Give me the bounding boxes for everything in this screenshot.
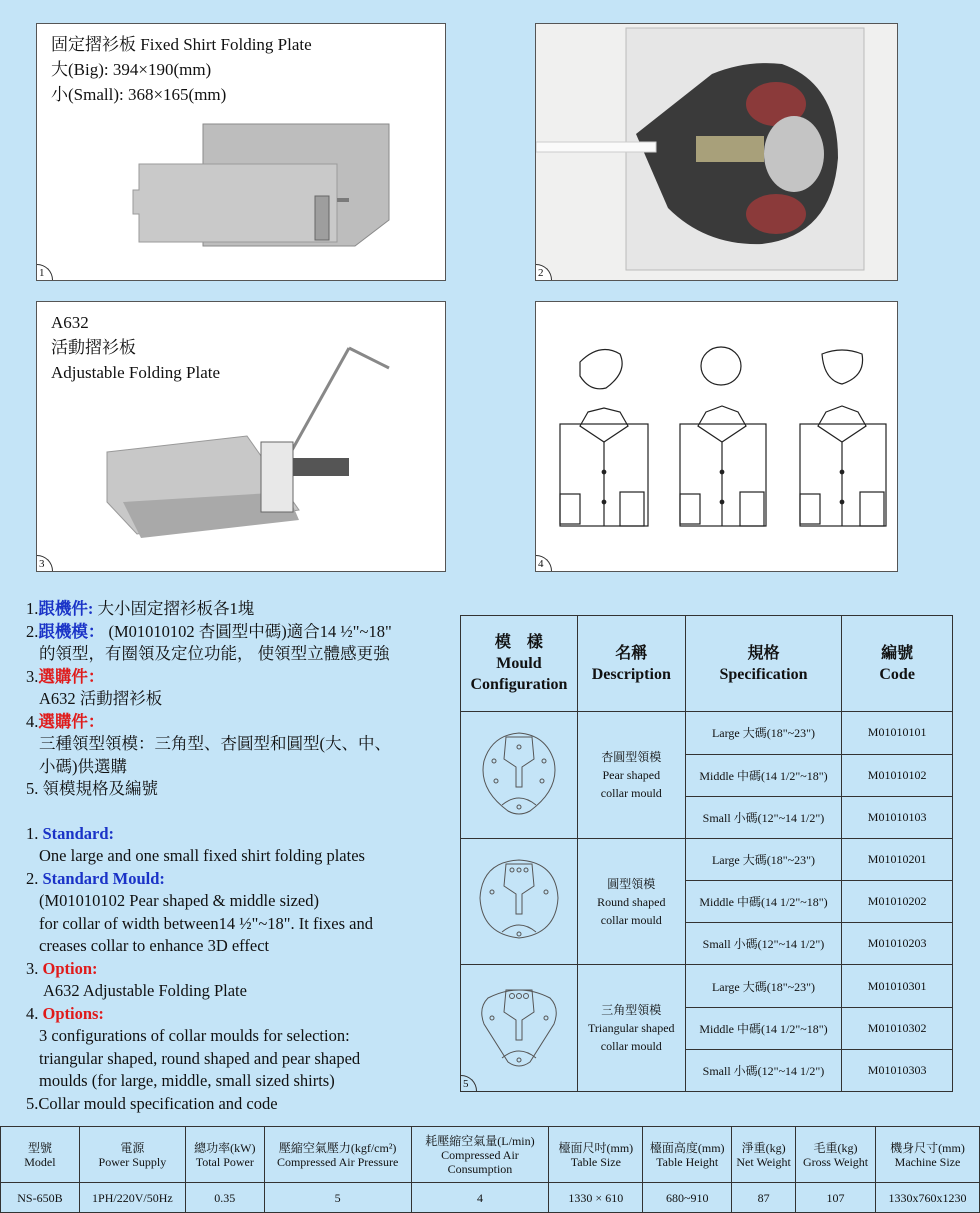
triangle-mould-description: 三角型領模 Triangular shaped collar mould (577, 965, 685, 1092)
header-code: 編號 Code (842, 616, 953, 712)
spec-cell: Small 小碼(12"~14 1/2") (685, 923, 842, 965)
spec-cell: Small 小碼(12"~14 1/2") (685, 1049, 842, 1091)
fixed-plate-title: 固定摺衫板 Fixed Shirt Folding Plate (51, 35, 312, 54)
code-cell: M01010203 (842, 923, 953, 965)
cn-item-2-cont: 的領型，有圈領及定位功能， 使領型立體感更強 (39, 644, 390, 663)
spec-header: 淨重(kg) Net Weight (732, 1127, 796, 1183)
spec-header: 電源 Power Supply (79, 1127, 185, 1183)
spec-table-header (1, 1127, 980, 1183)
en-item-5: 5.Collar mould specification and code (26, 1093, 278, 1113)
fixed-plate-image (37, 24, 446, 281)
round-mould-icon (474, 852, 564, 948)
en-item-1-text: One large and one small fixed shirt folding plates (39, 846, 365, 865)
fixed-plate-big-size: 大(Big): 394×190(mm) (51, 60, 212, 79)
en-item-2-text3: creases collar to enhance 3D effect (39, 936, 270, 955)
mould-center-plate (764, 116, 824, 192)
adjustable-plate-cn-name: 活動摺衫板 (51, 338, 136, 357)
panel-number-badge: 4 (536, 555, 552, 571)
fixed-plate-small-size: 小(Small): 368×165(mm) (51, 85, 227, 104)
machine-spec-table (0, 1126, 980, 1213)
spec-cell: Large 大碼(18"~23") (685, 965, 842, 1007)
adjustable-plate-image (37, 302, 446, 572)
collar-round-shape (701, 347, 741, 385)
panel-number-badge: 5 (461, 1075, 477, 1091)
spec-header: 機身尺寸(mm) Machine Size (876, 1127, 980, 1183)
panel-collar-diagram (535, 301, 898, 572)
spec-value: 1330 × 610 (549, 1183, 643, 1213)
pear-mould-image-cell (461, 712, 578, 839)
adjustable-plate-model: A632 (51, 313, 89, 332)
spec-header: 耗壓縮空氣量(L/min) Compressed Air Consumption (411, 1127, 549, 1183)
spec-value: 107 (796, 1183, 876, 1213)
round-mould-description: 圓型領模 Round shaped collar mould (577, 838, 685, 965)
cn-item-5: 5. 領模規格及編號 (26, 779, 158, 798)
header-description: 名稱 Description (577, 616, 685, 712)
shirt-diagram-3 (800, 406, 886, 526)
pear-mould-description: 杏圓型領模 Pear shaped collar mould (577, 712, 685, 839)
table-row (461, 712, 953, 754)
collar-triangle-shape (822, 350, 863, 384)
spec-value: 5 (264, 1183, 411, 1213)
spec-value: 680~910 (643, 1183, 732, 1213)
fixed-plate-clip (315, 196, 329, 240)
en-item-4: 4. Options: (26, 1003, 104, 1023)
cn-item-1: 1.跟機件: 大小固定摺衫板各1塊 (26, 599, 255, 618)
pear-mould-icon (474, 725, 564, 821)
feature-list (26, 598, 446, 1115)
en-item-3: 3. Option: (26, 958, 98, 978)
code-cell: M01010101 (842, 712, 953, 754)
code-cell: M01010102 (842, 754, 953, 796)
panel-number-badge: 3 (37, 555, 53, 571)
cn-item-2: 2.跟機模： (M01010102 杏圓型中碼)適合14 ½"~18" (26, 621, 392, 641)
spec-cell: Large 大碼(18"~23") (685, 838, 842, 880)
spec-table-values (1, 1183, 980, 1213)
spec-header: 毛重(kg) Gross Weight (796, 1127, 876, 1183)
mould-spec-table (460, 615, 953, 1092)
code-cell: M01010202 (842, 881, 953, 923)
adjustable-plate-handle-tip (349, 348, 389, 368)
code-cell: M01010302 (842, 1007, 953, 1049)
fixed-plate-pin (337, 198, 349, 202)
collar-shapes-diagram (536, 302, 898, 572)
fixed-plate-front (133, 164, 337, 242)
spec-value: 1330x760x1230 (876, 1183, 980, 1213)
spec-cell: Middle 中碼(14 1/2"~18") (685, 1007, 842, 1049)
code-cell: M01010201 (842, 838, 953, 880)
spec-header: 檯面尺吋(mm) Table Size (549, 1127, 643, 1183)
triangle-mould-icon (474, 978, 564, 1074)
triangle-mould-image-cell (461, 965, 578, 1092)
round-mould-image-cell (461, 838, 578, 965)
spec-cell: Middle 中碼(14 1/2"~18") (685, 754, 842, 796)
spec-value: NS-650B (1, 1183, 80, 1213)
en-item-2-text2: for collar of width between14 ½"~18". It fixes and (39, 913, 373, 933)
panel-number-badge: 2 (536, 264, 552, 280)
en-item-4-text3: moulds (for large, middle, small sized shirts) (39, 1071, 335, 1090)
mould-rod (536, 142, 656, 152)
spec-header: 壓縮空氣壓力(kgf/cm²) Compressed Air Pressure (264, 1127, 411, 1183)
panel-adjustable-plate (36, 301, 446, 572)
mould-center-gear (696, 136, 764, 162)
spec-cell: Large 大碼(18"~23") (685, 712, 842, 754)
en-item-4-text2: triangular shaped, round shaped and pear shaped (39, 1048, 361, 1068)
spec-cell: Small 小碼(12"~14 1/2") (685, 796, 842, 838)
adjustable-plate-clamp (261, 442, 293, 512)
panel-mould-photo (535, 23, 898, 281)
spec-header: 型號 Model (1, 1127, 80, 1183)
code-cell: M01010303 (842, 1049, 953, 1091)
spec-value: 87 (732, 1183, 796, 1213)
shirt-diagram-2 (680, 406, 766, 526)
code-cell: M01010103 (842, 796, 953, 838)
header-specification: 規格 Specification (685, 616, 842, 712)
shirt-diagram-1 (560, 408, 648, 526)
en-item-2: 2. Standard Mould: (26, 868, 165, 888)
spec-value: 0.35 (185, 1183, 264, 1213)
spec-value: 1PH/220V/50Hz (79, 1183, 185, 1213)
mould-table-header (461, 616, 953, 712)
cn-item-4: 4.選購件： (26, 711, 105, 731)
en-item-4-text1: 3 configurations of collar moulds for selection: (39, 1026, 350, 1045)
mould-red-pad-bottom (746, 194, 806, 234)
spec-value: 4 (411, 1183, 549, 1213)
panel-number-badge: 1 (37, 264, 53, 280)
en-item-3-text: A632 Adjustable Folding Plate (43, 981, 247, 1000)
mould-mechanism-image (536, 24, 898, 281)
panel-fixed-plate (36, 23, 446, 281)
adjustable-plate-en-name: Adjustable Folding Plate (51, 363, 221, 382)
table-row (461, 838, 953, 880)
en-item-2-text1: (M01010102 Pear shaped & middle sized) (39, 891, 319, 910)
adjustable-plate-arm (293, 458, 349, 476)
spec-cell: Middle 中碼(14 1/2"~18") (685, 881, 842, 923)
cn-item-4-text1: 三種領型領模：三角型、杏圓型和圓型(大、中、 (39, 734, 391, 753)
en-item-1: 1. Standard: (26, 823, 115, 843)
cn-item-3-text: A632 活動摺衫板 (39, 689, 163, 708)
adjustable-plate-handle (291, 348, 349, 452)
cn-item-3: 3.選購件： (26, 666, 105, 686)
collar-pear-shape (580, 350, 622, 389)
code-cell: M01010301 (842, 965, 953, 1007)
cn-item-4-text2: 小碼)供選購 (39, 756, 127, 776)
header-configuration: 模 樣 Mould Configuration (461, 616, 578, 712)
table-row (461, 965, 953, 1007)
spec-header: 總功率(kW) Total Power (185, 1127, 264, 1183)
spec-header: 檯面高度(mm) Table Height (643, 1127, 732, 1183)
